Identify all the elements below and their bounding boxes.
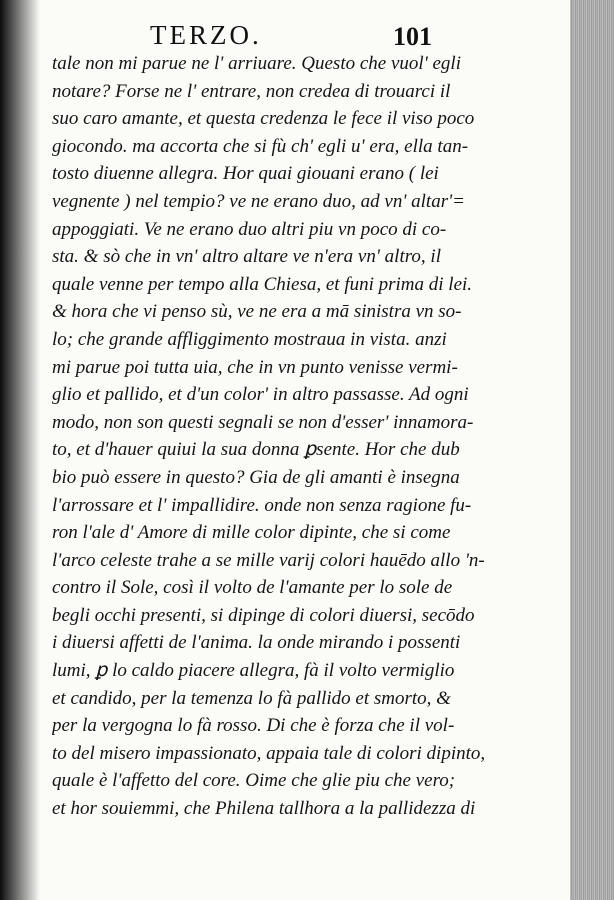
text-line: suo caro amante, et questa credenza le fece il viso poco	[52, 108, 475, 130]
text-line: notare? Forse ne l' entrare, non credea di trouarci il	[52, 80, 451, 102]
running-head: TERZO.	[150, 20, 262, 50]
body-text	[52, 50, 568, 823]
text-line: appoggiati. Ve ne erano duo altri piu vn poco di co-	[52, 218, 447, 240]
text-line: to del misero impassionato, appaia tale di colori dipinto,	[52, 742, 486, 764]
text-line: & hora che vi penso sù, ve ne era a mā sinistra vn so-	[52, 301, 462, 323]
text-line: modo, non son questi segnali se non d'esser' innamora-	[52, 411, 474, 433]
text-line: tale non mi parue ne l' arriuare. Questo che vuol' egli	[52, 53, 461, 74]
text-line: mi parue poi tutta uia, che in vn punto venisse vermi-	[52, 356, 458, 378]
text-line: sta. & sò che in vn' altro altare ve n'era vn' altro, il	[52, 246, 441, 268]
page-number: 101	[393, 22, 432, 51]
page-stack-edge	[570, 0, 614, 900]
text-line: giocondo. ma accorta che si fù ch' egli u' era, ella tan-	[52, 135, 469, 157]
text-line: contro il Sole, così il volto de l'amante per lo sole de	[52, 577, 453, 599]
text-line: et hor souiemmi, che Philena tallhora a la pallidezza di	[52, 798, 476, 820]
text-line: per la vergogna lo fà rosso. Di che è forza che il vol-	[52, 715, 455, 737]
text-line: et candido, per la temenza lo fà pallido et smorto, &	[52, 687, 451, 709]
gutter-shadow	[0, 0, 40, 900]
text-line: lumi, ꝑ lo caldo piacere allegra, fà il volto vermiglio	[52, 660, 455, 682]
text-line: lo; che grande affliggimento mostraua in vista. anzi	[52, 328, 447, 350]
text-line: ron l'ale d' Amore di mille color dipinte, che si come	[52, 522, 451, 544]
text-line: to, et d'hauer quiui la sua donna ꝑsente. Hor che dub	[52, 439, 460, 461]
text-line: i diuersi affetti de l'anima. la onde mirando i possenti	[52, 632, 461, 654]
text-line: bio può essere in questo? Gia de gli amanti è insegna	[52, 466, 460, 488]
text-line: glio et pallido, et d'un color' in altro passasse. Ad ogni	[52, 384, 469, 406]
text-line: vegnente ) nel tempio? ve ne erano duo, ad vn' altar'=	[52, 190, 465, 212]
text-line: begli occhi presenti, si dipinge di colori diuersi, secōdo	[52, 604, 475, 626]
text-line: tosto diuenne allegra. Hor quai giouani erano ( lei	[52, 163, 439, 185]
text-line: l'arco celeste trahe a se mille varij colori hauēdo allo 'n-	[52, 549, 485, 571]
text-line: l'arrossare et l' impallidire. onde non senza ragione fu-	[52, 494, 472, 516]
text-line: quale è l'affetto del core. Oime che glie piu che vero;	[52, 770, 456, 792]
text-line: quale venne per tempo alla Chiesa, et funi prima di lei.	[52, 273, 473, 295]
